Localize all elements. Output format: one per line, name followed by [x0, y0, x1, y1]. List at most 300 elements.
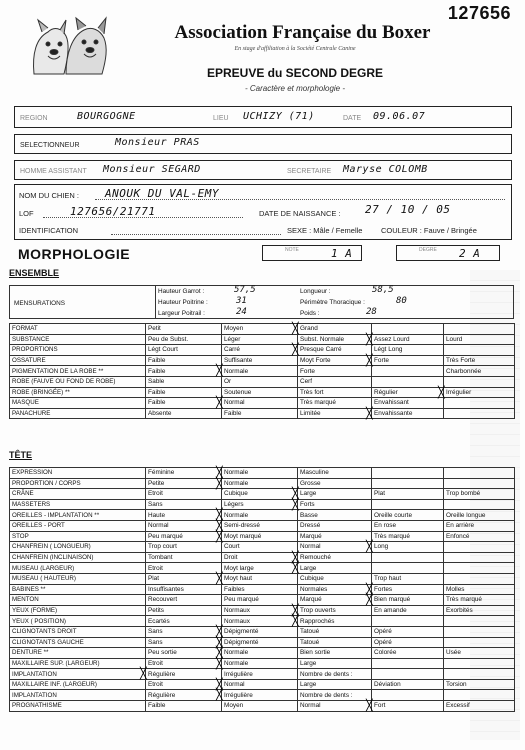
region-box	[14, 106, 512, 128]
ensemble-option-cell[interactable]	[146, 366, 222, 377]
perimetre-value[interactable]: 80	[396, 296, 407, 306]
ensemble-row	[10, 324, 515, 335]
hauteur-garrot-value[interactable]: 57,5	[234, 285, 256, 295]
tete-option-cell[interactable]	[372, 648, 444, 659]
chien-value[interactable]: ANOUK DU VAL-EMY	[105, 187, 219, 200]
tete-option-cell[interactable]	[444, 595, 515, 606]
ensemble-row-label: MASQUE	[10, 398, 146, 409]
tete-option-label: Déviation	[374, 681, 401, 689]
tete-option-label: Normale	[224, 659, 249, 667]
tete-option-cell[interactable]	[292, 487, 372, 501]
ensemble-option-cell[interactable]	[146, 345, 222, 356]
tete-row	[10, 510, 515, 521]
tete-option-label: Masculine	[300, 469, 329, 477]
tete-option-cell[interactable]	[216, 466, 298, 479]
tete-row-label: CLIGNOTANTS DROIT	[10, 626, 146, 637]
tete-option-cell[interactable]	[444, 542, 515, 553]
ensemble-option-cell[interactable]	[222, 345, 298, 356]
tete-option-cell[interactable]	[444, 510, 515, 521]
checkmark-x-icon: ╳	[438, 385, 445, 399]
ensemble-option-cell[interactable]	[146, 324, 222, 335]
tete-row	[10, 489, 515, 500]
chien-line	[95, 199, 505, 200]
ensemble-option-label: Petit	[148, 325, 161, 333]
tete-row	[10, 542, 515, 553]
couleur-label[interactable]: COULEUR : Fauve / Bringée	[381, 226, 477, 235]
ensemble-option-cell[interactable]	[444, 408, 515, 419]
tete-option-cell[interactable]	[222, 605, 298, 616]
tete-option-cell[interactable]	[216, 624, 298, 638]
tete-option-cell[interactable]	[298, 520, 372, 531]
tete-option-label: Torsion	[446, 681, 467, 689]
dog-info-box	[14, 184, 512, 240]
tete-option-cell[interactable]	[146, 648, 222, 659]
tete-option-cell[interactable]	[444, 648, 515, 659]
lof-value[interactable]: 127656/21771	[70, 205, 156, 218]
tete-option-cell[interactable]	[216, 635, 298, 649]
tete-option-cell[interactable]	[146, 701, 222, 712]
tete-option-label: Peu sortie	[148, 649, 177, 657]
tete-option-cell[interactable]	[146, 552, 222, 563]
tete-option-cell[interactable]	[146, 489, 222, 500]
tete-option-cell[interactable]	[146, 531, 222, 542]
lieu-value[interactable]: UCHIZY (71)	[243, 111, 315, 122]
tete-option-cell[interactable]	[444, 701, 515, 712]
tete-option-label: Etroit	[148, 490, 163, 498]
tete-option-cell[interactable]	[146, 573, 222, 584]
ensemble-option-cell[interactable]	[146, 334, 222, 345]
ensemble-row-label: ROBE (FAUVE OU FOND DE ROBE)	[10, 376, 146, 387]
tete-option-label: Peu marqué	[224, 596, 259, 604]
tete-option-label: Etroit	[148, 659, 163, 667]
tete-option-cell[interactable]	[146, 510, 222, 521]
tete-row-label: MUSEAU ( HAUTEUR)	[10, 573, 146, 584]
tete-option-cell[interactable]	[292, 614, 372, 628]
tete-option-label: Régulière	[148, 691, 176, 699]
ensemble-option-cell[interactable]	[444, 334, 515, 345]
degree-value[interactable]: 2 A	[459, 247, 481, 260]
tete-option-label: Recouvert	[148, 596, 178, 604]
ensemble-option-cell[interactable]	[298, 376, 372, 387]
ensemble-option-label: Envahissante	[374, 410, 413, 418]
tete-option-cell[interactable]	[298, 637, 372, 648]
tete-option-cell[interactable]	[366, 540, 444, 554]
tete-option-label: Moyt haut	[224, 575, 253, 583]
tete-option-cell[interactable]	[298, 510, 372, 521]
checkmark-x-icon: ╳	[366, 540, 373, 554]
ensemble-option-cell[interactable]	[146, 355, 222, 366]
selectionneur-value[interactable]: Monsieur PRAS	[115, 137, 200, 148]
ensemble-option-cell[interactable]	[444, 398, 515, 409]
tete-option-cell[interactable]	[298, 573, 372, 584]
tete-option-cell[interactable]	[372, 658, 444, 669]
tete-option-cell[interactable]	[298, 584, 372, 595]
ensemble-option-cell[interactable]	[366, 332, 444, 346]
ensemble-option-label: Normale	[224, 367, 249, 375]
tete-option-cell[interactable]	[216, 508, 298, 522]
tete-option-cell[interactable]	[444, 563, 515, 574]
ensemble-title: ENSEMBLE	[9, 268, 60, 278]
tete-option-label: Remouché	[300, 554, 331, 562]
tete-option-cell[interactable]	[444, 637, 515, 648]
ensemble-option-cell[interactable]	[444, 324, 515, 335]
sexe-label[interactable]: SEXE : Mâle / Femelle	[287, 226, 363, 235]
date-value[interactable]: 09.06.07	[373, 111, 426, 122]
tete-option-cell[interactable]	[298, 531, 372, 542]
tete-row-label: EXPRESSION	[10, 468, 146, 479]
tete-option-cell[interactable]	[372, 669, 444, 680]
tete-option-cell[interactable]	[292, 603, 372, 617]
tete-option-cell[interactable]	[444, 669, 515, 680]
ensemble-option-cell[interactable]	[298, 366, 372, 377]
tete-option-cell[interactable]	[216, 677, 298, 691]
tete-option-cell[interactable]	[372, 468, 444, 479]
ensemble-option-cell[interactable]	[216, 364, 298, 378]
ensemble-option-cell[interactable]	[298, 408, 372, 419]
tete-option-label: Grosse	[300, 479, 321, 487]
tete-row	[10, 520, 515, 531]
tete-option-label: Irrégulière	[224, 670, 253, 678]
tete-option-cell[interactable]	[216, 646, 298, 660]
tete-row	[10, 468, 515, 479]
ensemble-option-cell[interactable]	[146, 398, 222, 409]
checkmark-x-icon: ╳	[216, 635, 223, 649]
tete-row	[10, 499, 515, 510]
tete-option-cell[interactable]	[444, 531, 515, 542]
checkmark-x-icon: ╳	[292, 497, 299, 511]
tete-option-cell[interactable]	[298, 626, 372, 637]
morphologie-title: MORPHOLOGIE	[18, 246, 131, 262]
tete-option-cell[interactable]	[216, 529, 298, 543]
tete-option-cell[interactable]	[216, 476, 298, 490]
tete-row	[10, 573, 515, 584]
selectionneur-box	[14, 134, 512, 154]
ensemble-option-label: Faible	[148, 388, 166, 396]
tete-option-cell[interactable]	[298, 679, 372, 690]
tete-option-label: Etroit	[148, 681, 163, 689]
hauteur-poitrine-label: Hauteur Poitrine :	[158, 299, 208, 306]
secretaire-value[interactable]: Maryse COLOMB	[343, 164, 428, 175]
tete-option-cell[interactable]	[222, 616, 298, 627]
tete-option-cell[interactable]	[222, 542, 298, 553]
tete-option-cell[interactable]	[222, 584, 298, 595]
tete-option-label: Usée	[446, 649, 461, 657]
tete-option-cell[interactable]	[222, 489, 298, 500]
ensemble-option-cell[interactable]	[444, 366, 515, 377]
ensemble-option-cell[interactable]	[146, 408, 222, 419]
tete-option-label: Enfoncé	[446, 532, 470, 540]
tete-option-cell[interactable]	[222, 595, 298, 606]
tete-option-cell[interactable]	[372, 626, 444, 637]
mensurations-label: MENSURATIONS	[14, 300, 66, 307]
tete-option-cell[interactable]	[444, 679, 515, 690]
ensemble-row-label: PIGMENTATION DE LA ROBE **	[10, 366, 146, 377]
tete-option-label: Haute	[148, 511, 166, 519]
ensemble-option-cell[interactable]	[372, 398, 444, 409]
ensemble-option-cell[interactable]	[222, 324, 298, 335]
ensemble-option-cell[interactable]	[444, 376, 515, 387]
tete-option-cell[interactable]	[298, 658, 372, 669]
ensemble-row	[10, 345, 515, 356]
tete-option-cell[interactable]	[372, 510, 444, 521]
tete-option-cell[interactable]	[222, 499, 298, 510]
tete-row-label: IMPLANTATION	[10, 669, 146, 680]
ensemble-table	[9, 323, 515, 419]
poids-value[interactable]: 28	[366, 307, 377, 317]
tete-option-label: Normaux	[224, 617, 250, 625]
tete-option-cell[interactable]	[444, 573, 515, 584]
ensemble-option-cell[interactable]	[292, 322, 372, 335]
tete-option-label: Trop ouverts	[300, 607, 336, 615]
tete-option-cell[interactable]	[222, 552, 298, 563]
tete-option-cell[interactable]	[372, 679, 444, 690]
ensemble-option-label: Moyen	[224, 325, 244, 333]
tete-option-label: Tombant	[148, 554, 173, 562]
ensemble-row-label: FORMAT	[10, 324, 146, 335]
ensemble-option-label: Assez Lourd	[374, 335, 410, 343]
tete-option-cell[interactable]	[216, 571, 298, 585]
tete-option-label: Moyt marqué	[224, 532, 262, 540]
tete-option-cell[interactable]	[298, 690, 372, 701]
tete-option-cell[interactable]	[298, 468, 372, 479]
ensemble-option-cell[interactable]	[372, 324, 444, 335]
test-title: EPREUVE du SECOND DEGRE	[206, 66, 384, 80]
ensemble-option-label: Envahissant	[374, 399, 409, 407]
tete-option-cell[interactable]	[146, 616, 222, 627]
ensemble-option-cell[interactable]	[372, 345, 444, 356]
serial-number: 127656	[447, 3, 511, 23]
tete-row-label: MAXILLAIRE SUP. (LARGEUR)	[10, 658, 146, 669]
ensemble-option-cell[interactable]	[298, 334, 372, 345]
tete-option-cell[interactable]	[444, 658, 515, 669]
longueur-value[interactable]: 58,5	[372, 285, 394, 295]
ensemble-option-cell[interactable]	[298, 398, 372, 409]
tete-option-cell[interactable]	[372, 552, 444, 563]
boxer-dogs-logo	[26, 14, 116, 82]
tete-option-cell[interactable]	[372, 616, 444, 627]
homme-assistant-box	[14, 160, 512, 180]
ensemble-option-cell[interactable]	[146, 376, 222, 387]
checkmark-x-icon: ╳	[292, 322, 299, 335]
tete-option-cell[interactable]	[444, 584, 515, 595]
tete-row	[10, 701, 515, 712]
tete-option-cell[interactable]	[372, 478, 444, 489]
tete-option-label: Peu marqué	[148, 532, 183, 540]
tete-option-cell[interactable]	[298, 648, 372, 659]
tete-option-cell[interactable]	[372, 489, 444, 500]
tete-option-cell[interactable]	[298, 542, 372, 553]
tete-option-label: Basse	[300, 511, 318, 519]
tete-option-cell[interactable]	[146, 626, 222, 637]
ensemble-option-label: Moyt Forte	[300, 357, 331, 365]
tete-option-cell[interactable]	[372, 637, 444, 648]
tete-option-cell[interactable]	[146, 605, 222, 616]
tete-option-label: Fortes	[374, 585, 393, 593]
tete-option-cell[interactable]	[444, 626, 515, 637]
tete-option-cell[interactable]	[146, 520, 222, 531]
tete-option-cell[interactable]	[146, 468, 222, 479]
tete-row	[10, 552, 515, 563]
tete-option-cell[interactable]	[444, 520, 515, 531]
checkmark-x-icon: ╳	[216, 529, 223, 543]
tete-option-cell[interactable]	[292, 550, 372, 564]
tete-option-label: Excessif	[446, 702, 470, 710]
tete-option-label: Droit	[224, 554, 238, 562]
homme-value[interactable]: Monsieur SEGARD	[103, 164, 201, 175]
ensemble-option-cell[interactable]	[222, 334, 298, 345]
tete-option-cell[interactable]	[222, 669, 298, 680]
tete-option-cell[interactable]	[372, 520, 444, 531]
tete-option-cell[interactable]	[292, 497, 372, 511]
test-subtitle: - Caractère et morphologie -	[244, 84, 346, 93]
ensemble-option-cell[interactable]	[222, 387, 298, 398]
ensemble-option-cell[interactable]	[372, 366, 444, 377]
tete-option-cell[interactable]	[444, 478, 515, 489]
tete-option-label: Fort	[374, 702, 386, 710]
tete-option-cell[interactable]	[146, 584, 222, 595]
tete-option-cell[interactable]	[146, 499, 222, 510]
tete-option-cell[interactable]	[298, 701, 372, 712]
tete-option-cell[interactable]	[146, 637, 222, 648]
ensemble-option-cell[interactable]	[372, 376, 444, 387]
tete-option-cell[interactable]	[146, 542, 222, 553]
tete-option-label: Large	[300, 659, 317, 667]
tete-option-label: Normaux	[224, 607, 250, 615]
ensemble-row-label: OSSATURE	[10, 355, 146, 366]
ensemble-option-label: Forte	[374, 357, 389, 365]
tete-row-label: MAXILLAIRE INF. (LARGEUR)	[10, 679, 146, 690]
ensemble-option-label: Absente	[148, 410, 172, 418]
tete-option-cell[interactable]	[146, 690, 222, 701]
tete-option-cell[interactable]	[222, 701, 298, 712]
ensemble-option-label: Limitée	[300, 410, 321, 418]
tete-option-cell[interactable]	[216, 688, 298, 702]
tete-option-label: Tatoué	[300, 638, 320, 646]
secretaire-label: SECRETAIRE	[287, 168, 332, 175]
tete-option-cell[interactable]	[222, 563, 298, 574]
tete-option-cell[interactable]	[216, 656, 298, 670]
mensurations-divider	[155, 286, 156, 318]
tete-option-cell[interactable]	[366, 593, 444, 607]
tete-option-cell[interactable]	[146, 658, 222, 669]
ensemble-option-cell[interactable]	[366, 353, 444, 367]
tete-option-cell[interactable]	[372, 573, 444, 584]
ensemble-option-cell[interactable]	[222, 408, 298, 419]
ensemble-row-label: PROPORTIONS	[10, 345, 146, 356]
ensemble-option-cell[interactable]	[438, 385, 515, 399]
ensemble-option-cell[interactable]	[222, 355, 298, 366]
org-name: Association Française du Boxer	[174, 22, 431, 43]
checkmark-x-icon: ╳	[216, 688, 223, 702]
tete-option-cell[interactable]	[146, 478, 222, 489]
tete-option-cell[interactable]	[444, 489, 515, 500]
tete-option-cell[interactable]	[444, 605, 515, 616]
tete-option-cell[interactable]	[444, 616, 515, 627]
ensemble-option-cell[interactable]	[298, 387, 372, 398]
tete-option-cell[interactable]	[444, 690, 515, 701]
ensemble-option-cell[interactable]	[146, 387, 222, 398]
ensemble-option-label: Suffisante	[224, 357, 253, 365]
tete-option-cell[interactable]	[146, 563, 222, 574]
ensemble-option-label: Soutenue	[224, 388, 252, 396]
tete-option-cell[interactable]	[292, 561, 372, 575]
tete-row-label: MENTON	[10, 595, 146, 606]
tete-option-label: Très marqué	[374, 532, 410, 540]
largeur-poitrail-value[interactable]: 24	[236, 307, 247, 317]
identification-label: IDENTIFICATION	[19, 226, 79, 235]
tete-row	[10, 626, 515, 637]
ensemble-option-cell[interactable]	[222, 376, 298, 387]
region-value[interactable]: BOURGOGNE	[77, 111, 136, 122]
tete-option-label: Dressé	[300, 522, 321, 530]
tete-option-cell[interactable]	[146, 595, 222, 606]
tete-option-cell[interactable]	[140, 667, 222, 681]
ensemble-option-cell[interactable]	[366, 406, 444, 420]
identification-line	[111, 234, 281, 235]
tete-option-label: Petits	[148, 607, 164, 615]
ensemble-option-cell[interactable]	[444, 345, 515, 356]
tete-option-label: Normal	[300, 543, 321, 551]
tete-option-label: Très marqué	[446, 596, 482, 604]
tete-option-cell[interactable]	[372, 531, 444, 542]
poids-label: Poids :	[300, 310, 320, 317]
tete-row	[10, 690, 515, 701]
tete-title: TÊTE	[9, 450, 33, 460]
ensemble-option-cell[interactable]	[372, 387, 444, 398]
checkmark-x-icon: ╳	[292, 343, 299, 357]
tete-option-cell[interactable]	[372, 605, 444, 616]
lof-label: LOF	[19, 209, 34, 218]
tete-option-label: Forts	[300, 501, 315, 509]
tete-option-cell[interactable]	[366, 582, 444, 596]
tete-option-label: En amande	[374, 607, 407, 615]
hauteur-poitrine-value[interactable]: 31	[236, 296, 247, 306]
tete-option-label: Marqué	[300, 532, 322, 540]
ensemble-option-cell[interactable]	[444, 355, 515, 366]
ensemble-option-cell[interactable]	[292, 343, 372, 357]
checkmark-x-icon: ╳	[216, 476, 223, 490]
tete-row	[10, 605, 515, 616]
tete-row-label: OREILLES - IMPLANTATION **	[10, 510, 146, 521]
tete-row-label: CHANFREIN ( LONGUEUR)	[10, 542, 146, 553]
tete-row-label: OREILLES - PORT	[10, 520, 146, 531]
ensemble-option-label: Faible	[148, 399, 166, 407]
ensemble-option-cell[interactable]	[298, 355, 372, 366]
ensemble-option-label: Peu de Subst.	[148, 335, 189, 343]
tete-option-label: Molles	[446, 585, 465, 593]
naissance-value[interactable]: 27 / 10 / 05	[365, 203, 451, 216]
ensemble-option-cell[interactable]	[216, 396, 298, 410]
tete-option-cell[interactable]	[298, 669, 372, 680]
tete-option-cell[interactable]	[216, 518, 298, 532]
tete-row-label: STOP	[10, 531, 146, 542]
tete-option-cell[interactable]	[298, 478, 372, 489]
tete-option-cell[interactable]	[298, 595, 372, 606]
tete-option-cell[interactable]	[372, 563, 444, 574]
tete-option-cell[interactable]	[444, 468, 515, 479]
tete-option-cell[interactable]	[444, 499, 515, 510]
ensemble-option-label: Léger	[224, 335, 241, 343]
tete-option-cell[interactable]	[444, 552, 515, 563]
tete-option-cell[interactable]	[366, 699, 444, 713]
tete-option-cell[interactable]	[372, 690, 444, 701]
note-value[interactable]: 1 A	[331, 247, 353, 260]
tete-row	[10, 478, 515, 489]
checkmark-x-icon: ╳	[292, 550, 299, 564]
tete-option-label: Irrégulière	[224, 691, 253, 699]
tete-option-cell[interactable]	[372, 499, 444, 510]
tete-option-cell[interactable]	[146, 679, 222, 690]
